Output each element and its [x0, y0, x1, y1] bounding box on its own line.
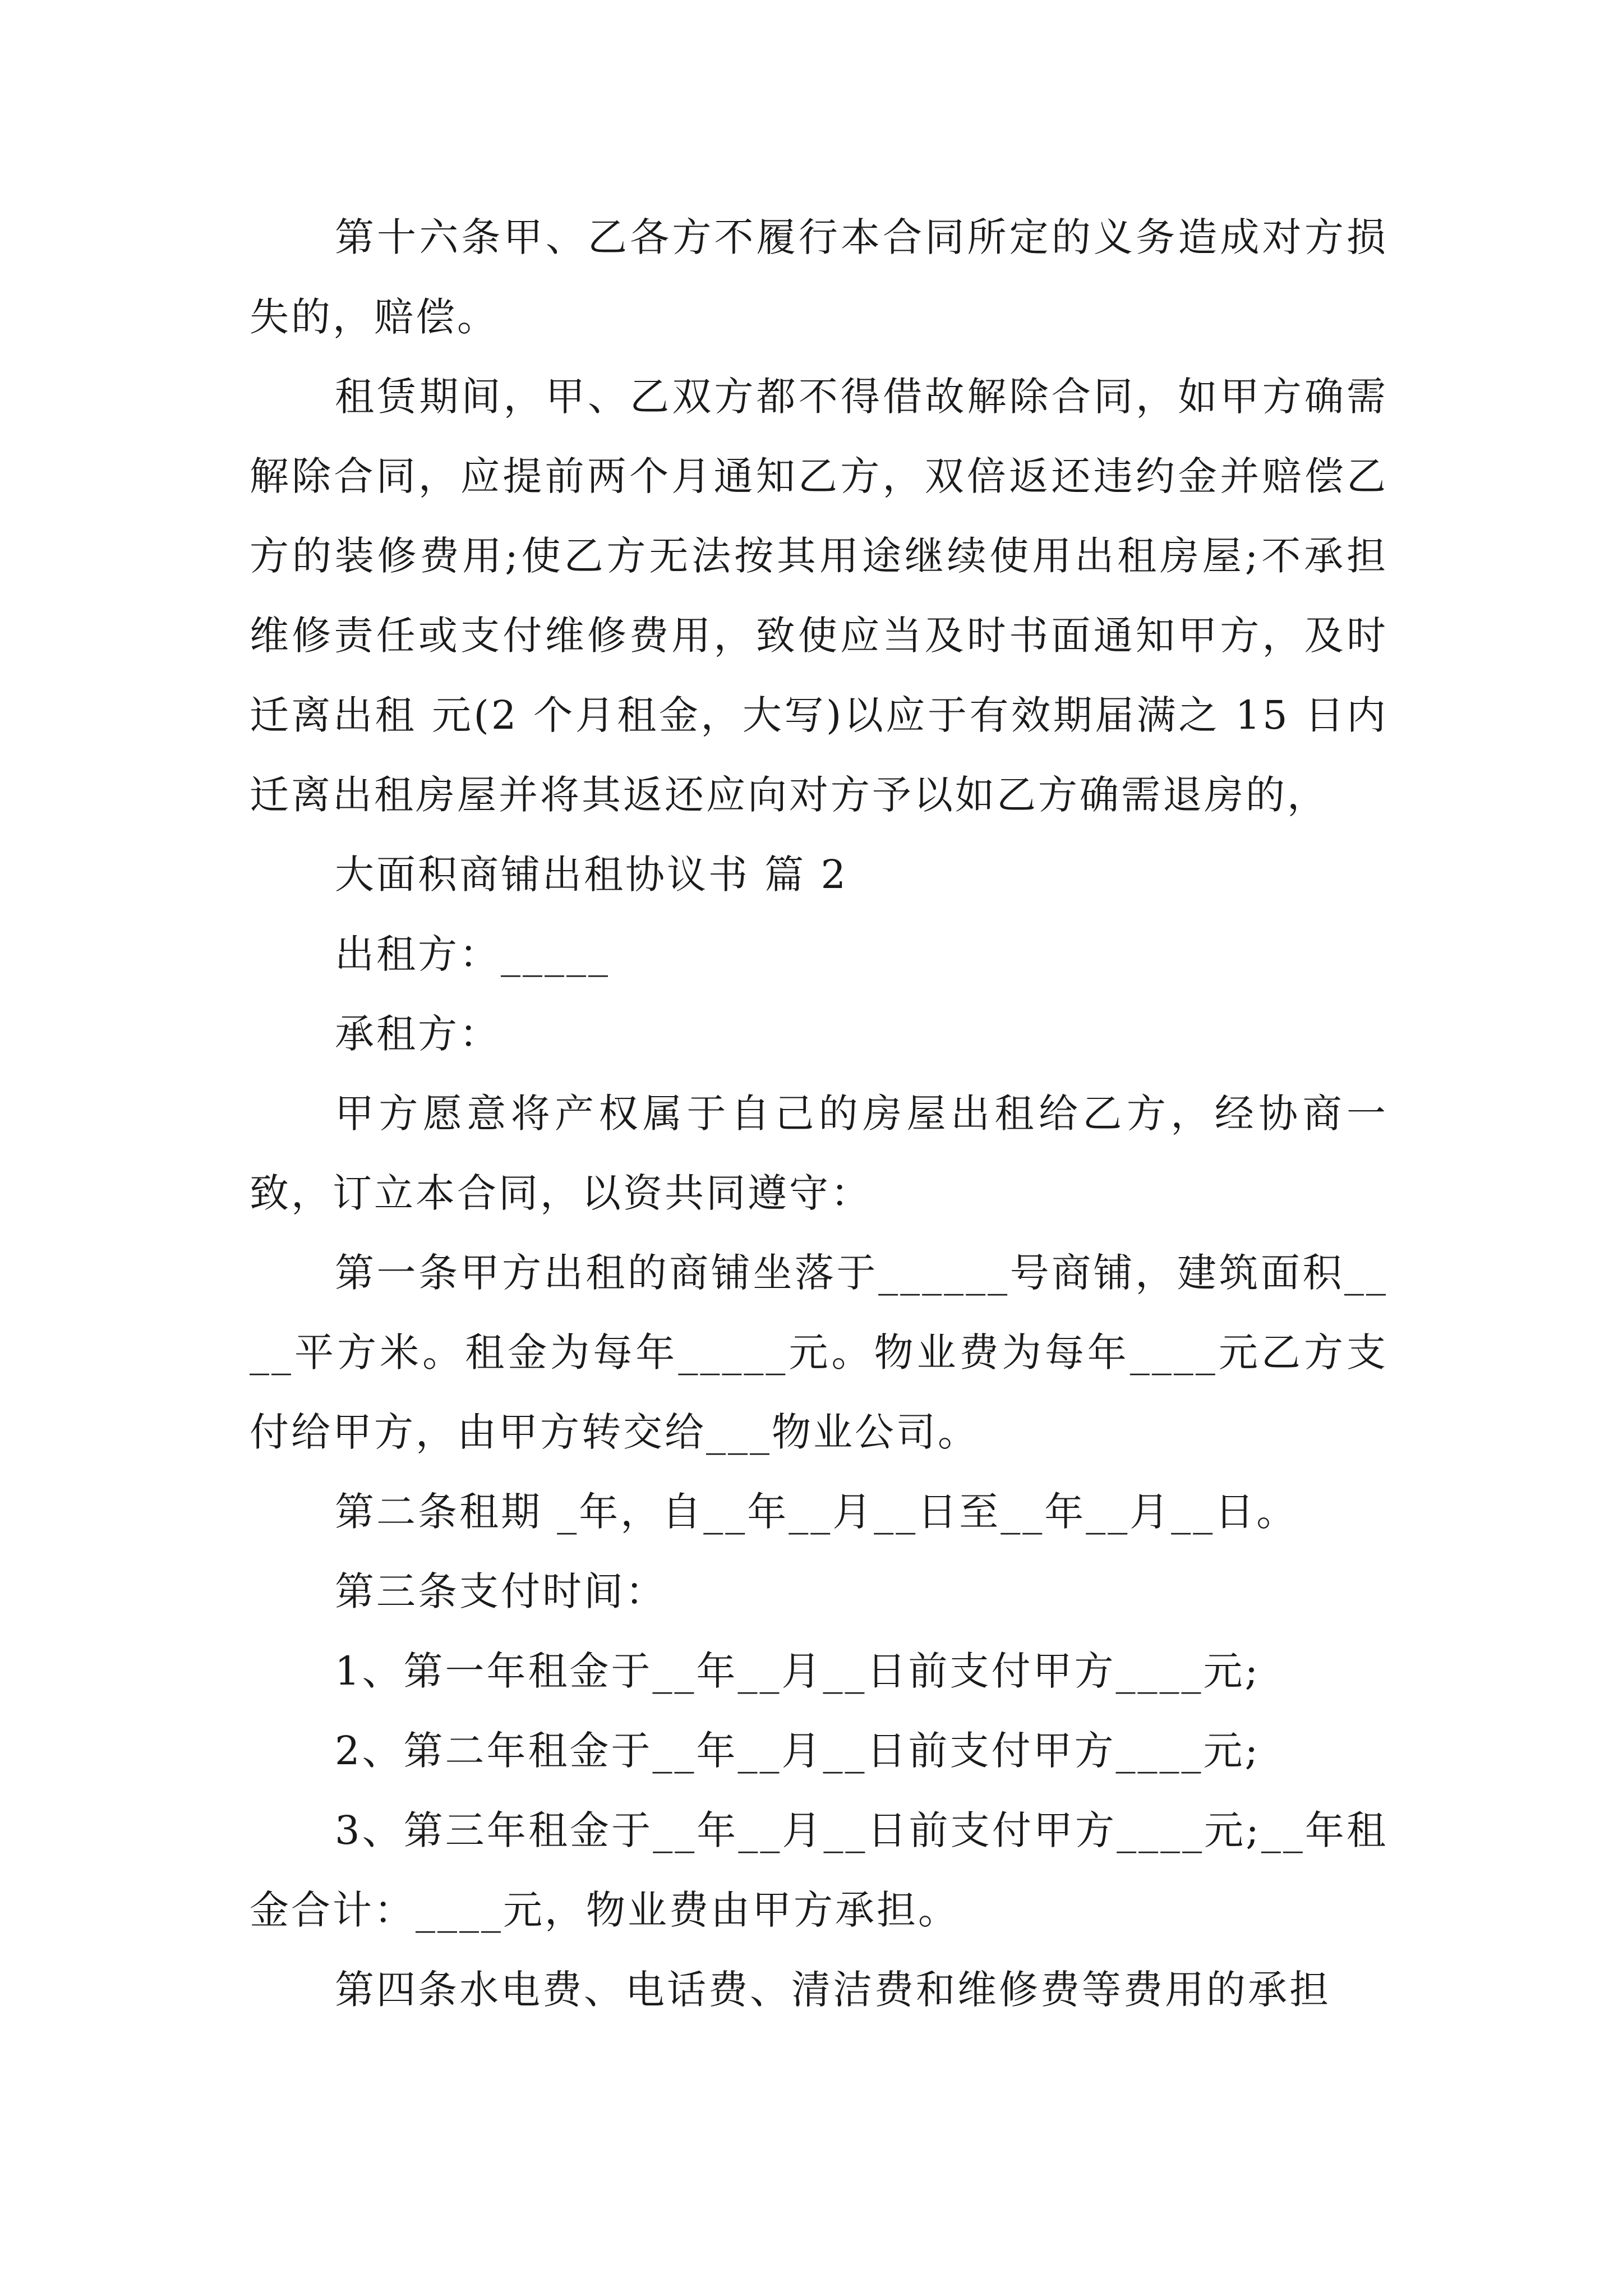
- paragraph-article-3: 第三条支付时间：: [335, 1568, 667, 1614]
- payment-item-1: 1、第一年租金于__年__月__日前支付甲方____元;: [335, 1648, 1261, 1694]
- document-body: [250, 197, 1388, 2030]
- section-title: 大面积商铺出租协议书 篇 2: [335, 852, 849, 898]
- paragraph-preamble: 甲方愿意将产权属于自己的房屋出租给乙方，经协商一致，订立本合同，以资共同遵守：: [250, 1091, 1388, 1216]
- payment-item-3: 3、第三年租金于__年__月__日前支付甲方____元;__年租金合计：____元，物业费由甲方承担。: [250, 1807, 1388, 1933]
- payment-item-2: 2、第二年租金于__年__月__日前支付甲方____元;: [335, 1728, 1261, 1774]
- paragraph-article-1: 第一条甲方出租的商铺坐落于______号商铺，建筑面积____平方米。租金为每年_____元。物业费为每年____元乙方支付给甲方，由甲方转交给___物业公司。: [250, 1250, 1388, 1455]
- paragraph-article-2: 第二条租期 _年，自__年__月__日至__年__月__日。: [335, 1489, 1298, 1535]
- lessee-line: 承租方：: [335, 1011, 501, 1057]
- paragraph-lease-termination: 租赁期间，甲、乙双方都不得借故解除合同，如甲方确需解除合同，应提前两个月通知乙方，双倍返还违约金并赔偿乙方的装修费用;使乙方无法按其用途继续使用出租房屋;不承担维修责任或支付维修费用，致使应当及时书面通知甲方，及时迁离出租 元(2 个月租金，大写)以应于有效期届满之 15 日内迁离出租房屋并将其返还应向对方予以如乙方确需退房的，: [250, 374, 1388, 818]
- lessor-line: 出租方：_____: [335, 931, 610, 977]
- paragraph-article-4: 第四条水电费、电话费、清洁费和维修费等费用的承担: [335, 1967, 1331, 2013]
- paragraph-article-16: 第十六条甲、乙各方不履行本合同所定的义务造成对方损失的，赔偿。: [250, 214, 1388, 340]
